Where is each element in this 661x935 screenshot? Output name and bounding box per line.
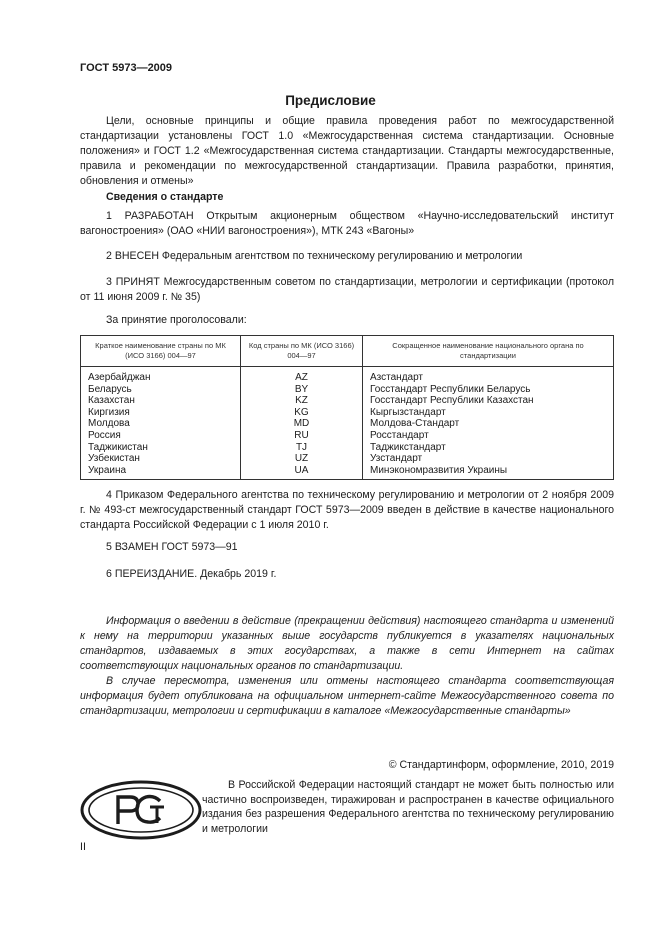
intro-paragraph: Цели, основные принципы и общие правила проведения работ по межгосударственной стандартизации установлены ГОСТ 1.0 «Межгосударственная система стандартизации. Основные положения» и ГОСТ 1.2 «Межгосударственная система стандартизации. Стандарты межгосударственные, правила и рекомендации по межгосударственной стандартизации. Правила разработки, принятия, обновления и отмены» xyxy=(80,115,614,187)
item-submitted: 2 ВНЕСЕН Федеральным агентством по техническому регулированию и метрологии xyxy=(106,250,523,262)
table-row xyxy=(81,442,614,454)
standard-id: ГОСТ 5973—2009 xyxy=(80,62,173,74)
item-adopted: 3 ПРИНЯТ Межгосударственным советом по стандартизации, метрологии и сертификации (протокол от 11 июня 2009 г. № 35) xyxy=(80,276,614,303)
table-row xyxy=(81,453,614,465)
section-title: Сведения о стандарте xyxy=(106,191,224,203)
info-paragraph: В случае пересмотра, изменения или отмены настоящего стандарта соответствующая информация будет опубликована на официальном интернет-сайте Межгосударственного совета по стандартизации, метрологии и сертификации в каталоге «Межгосударственные стандарты» xyxy=(80,675,614,717)
country-cell: Таджикистан xyxy=(81,442,241,454)
code-cell: KZ xyxy=(241,395,363,407)
vote-table xyxy=(80,335,614,480)
code-cell: UZ xyxy=(241,453,363,465)
info-paragraph: Информация о введении в действие (прекращении действия) настоящего стандарта и изменений к нему на территории указанных выше государств публикуется в указателях национальных стандартов, издаваемых в этих государствах, а также в сети Интернет на сайтах соответствующих национальных органов по стандартизации. xyxy=(80,615,614,672)
body-cell: Молдова-Стандарт xyxy=(363,418,614,430)
body-cell: Госстандарт Республики Беларусь xyxy=(363,384,614,396)
table-row xyxy=(81,407,614,419)
item-replaces: 5 ВЗАМЕН ГОСТ 5973—91 xyxy=(106,541,238,553)
country-cell: Беларусь xyxy=(81,384,241,396)
country-cell: Россия xyxy=(81,430,241,442)
code-cell: RU xyxy=(241,430,363,442)
body-cell: Росстандарт xyxy=(363,430,614,442)
table-row xyxy=(81,384,614,396)
country-cell: Казахстан xyxy=(81,395,241,407)
table-row xyxy=(81,395,614,407)
code-cell: AZ xyxy=(241,367,363,384)
copyright-notice: В Российской Федерации настоящий стандарт не может быть полностью или частично воспроизведен, тиражирован и распространен в качестве официального издания без разрешения Федерального агентства по техническому регулированию и метрологии xyxy=(202,779,614,835)
body-cell: Госстандарт Республики Казахстан xyxy=(363,395,614,407)
body-cell: Узстандарт xyxy=(363,453,614,465)
item-enacted: 4 Приказом Федерального агентства по техническому регулированию и метрологии от 2 ноября 2009 г. № 493-ст межгосударственный стандарт ГОСТ 5973—2009 введен в действие в качестве национального стандарта Российской Федерации с 1 июля 2010 г. xyxy=(80,489,614,531)
table-row xyxy=(81,430,614,442)
table-row xyxy=(81,465,614,480)
item-developed: 1 РАЗРАБОТАН Открытым акционерным обществом «Научно-исследовательский институт вагоностроения» (ОАО «НИИ вагоностроения»), МТК 243 «Вагоны» xyxy=(80,210,614,237)
header-country: Краткое наименование страны по МК (ИСО 3166) 004—97 xyxy=(81,336,241,367)
rst-logo-icon xyxy=(80,780,202,840)
code-cell: MD xyxy=(241,418,363,430)
info-block xyxy=(80,614,614,719)
country-cell: Украина xyxy=(81,465,241,480)
voted-label: За принятие проголосовали: xyxy=(106,314,247,326)
body-cell: Кыргызстандарт xyxy=(363,407,614,419)
country-cell: Молдова xyxy=(81,418,241,430)
country-cell: Азербайджан xyxy=(81,367,241,384)
code-cell: TJ xyxy=(241,442,363,454)
header-body: Сокращенное наименование национального органа по стандартизации xyxy=(363,336,614,367)
code-cell: BY xyxy=(241,384,363,396)
code-cell: KG xyxy=(241,407,363,419)
copyright: © Стандартинформ, оформление, 2010, 2019 xyxy=(388,759,614,771)
body-cell: Азстандарт xyxy=(363,367,614,384)
table-header-row xyxy=(81,336,614,367)
country-cell: Киргизия xyxy=(81,407,241,419)
page-number: II xyxy=(80,841,86,853)
code-cell: UA xyxy=(241,465,363,480)
table-row xyxy=(81,418,614,430)
country-cell: Узбекистан xyxy=(81,453,241,465)
item-reissue: 6 ПЕРЕИЗДАНИЕ. Декабрь 2019 г. xyxy=(106,568,277,580)
header-code: Код страны по МК (ИСО 3166) 004—97 xyxy=(241,336,363,367)
body-cell: Минэкономразвития Украины xyxy=(363,465,614,480)
body-cell: Таджикстандарт xyxy=(363,442,614,454)
page-title: Предисловие xyxy=(285,93,376,108)
table-row xyxy=(81,367,614,384)
